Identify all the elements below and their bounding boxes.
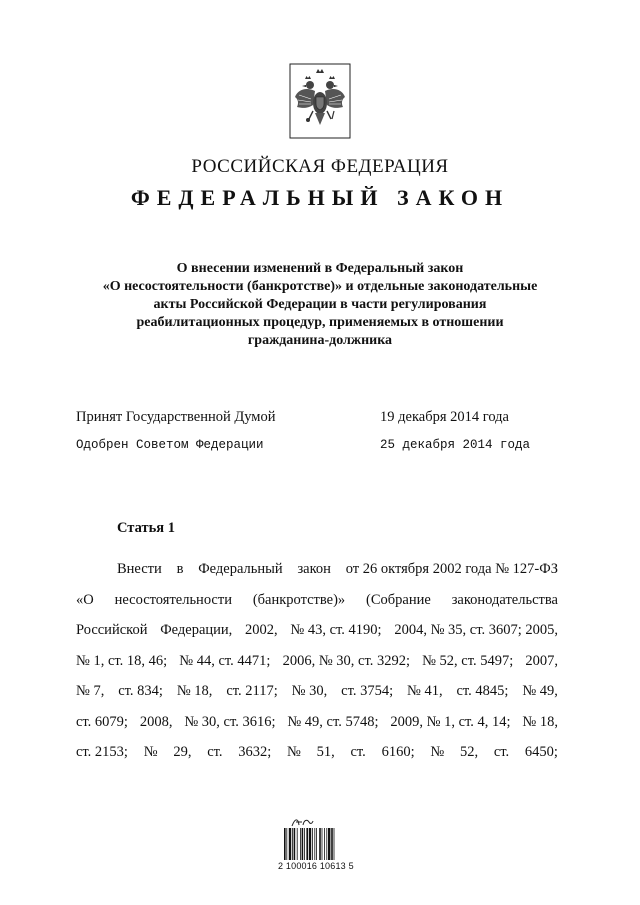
body-word: 2006, № 30, ст. 3292; (282, 652, 410, 669)
body-word: 6450; (524, 744, 558, 760)
body-word: 2008, (139, 713, 173, 730)
body-word: № 49, (522, 683, 558, 699)
duma-adoption-row (76, 409, 566, 429)
body-word: ст. 6079; (76, 713, 128, 730)
body-word: Федеральный (198, 561, 283, 577)
body-word: несостоятельности (114, 591, 232, 608)
title-line: «О несостоятельности (банкротстве)» и отдельные законодательные (102, 279, 538, 294)
article-heading: Статья 1 (117, 520, 175, 536)
body-word: № 18, (522, 713, 558, 730)
body-word: закон (297, 561, 331, 577)
body-word: (банкротстве)» (252, 591, 346, 608)
handwritten-initials (290, 816, 314, 828)
double-headed-eagle-icon (289, 63, 351, 139)
body-word: ст. 2117; (226, 683, 278, 699)
body-word: ст. 2153; (76, 744, 128, 760)
title-line: акты Российской Федерации в части регулирования (153, 297, 487, 312)
body-word: ст. 3754; (341, 683, 394, 699)
body-line (76, 646, 558, 677)
body-word: законодательства (451, 591, 558, 608)
body-word: № (143, 744, 158, 760)
body-line (76, 554, 558, 585)
body-word: № 49, ст. 5748; (287, 713, 379, 730)
body-word: № 1, ст. 18, 46; (76, 652, 168, 669)
body-word: (Собрание (366, 591, 431, 608)
body-word: 2004, № 35, ст. 3607; 2005, (394, 622, 558, 638)
coat-of-arms-emblem (289, 63, 351, 139)
body-word: № (430, 744, 445, 760)
body-word: 2007, (525, 652, 558, 669)
body-word: ст. 834; (118, 683, 163, 699)
barcode-icon (284, 828, 352, 860)
council-label: Одобрен Советом Федерации (76, 438, 264, 452)
body-word: № 7, (76, 683, 105, 699)
body-word: № 41, (407, 683, 443, 699)
council-date: 25 декабря 2014 года (380, 438, 531, 452)
body-word: 51, (316, 744, 335, 760)
body-word: Внести (117, 561, 162, 577)
body-word: 2002, (245, 622, 278, 638)
body-word: ст. (207, 744, 223, 760)
body-word: № 30, ст. 3616; (184, 713, 276, 730)
body-word: № 18, (176, 683, 213, 699)
title-line: реабилитационных процедур, применяемых в отношении (136, 315, 504, 330)
body-word: ст. 4845; (456, 683, 509, 699)
barcode-number: 2 100016 10613 5 (278, 861, 354, 871)
body-word: в (176, 561, 184, 577)
body-word: от 26 октября 2002 года № 127-ФЗ (345, 561, 558, 577)
body-line (76, 676, 558, 707)
body-line (76, 615, 558, 646)
body-line (76, 585, 558, 616)
title-line: О внесении изменений в Федеральный закон (176, 261, 464, 276)
body-word: № 30, (291, 683, 328, 699)
body-word: № (287, 744, 301, 760)
body-word: 2009, № 1, ст. 4, 14; (390, 713, 511, 730)
body-word: ст. (493, 744, 510, 760)
country-name: РОССИЙСКАЯ ФЕДЕРАЦИЯ (191, 156, 449, 177)
body-word: 3632; (238, 744, 272, 760)
body-word: Российской (76, 622, 148, 638)
body-word: 52, (459, 744, 479, 760)
body-word: 6160; (381, 744, 415, 760)
body-line (76, 707, 558, 738)
article-body (76, 554, 558, 768)
document-type: ФЕДЕРАЛЬНЫЙ ЗАКОН (130, 185, 510, 210)
duma-date: 19 декабря 2014 года (380, 409, 509, 425)
body-word: № 43, ст. 4190; (290, 622, 382, 638)
body-word: «О (76, 591, 94, 608)
body-word: ст. (350, 744, 366, 760)
body-word: Федерации, (160, 622, 233, 638)
law-title (60, 260, 580, 350)
barcode-block (278, 816, 358, 876)
title-line: гражданина-должника (247, 333, 393, 348)
body-word: № 52, ст. 5497; (422, 652, 514, 669)
council-approval-row (76, 438, 566, 458)
duma-label: Принят Государственной Думой (76, 409, 276, 425)
body-line (76, 737, 558, 768)
body-word: № 44, ст. 4471; (179, 652, 271, 669)
body-word: 29, (173, 744, 192, 760)
